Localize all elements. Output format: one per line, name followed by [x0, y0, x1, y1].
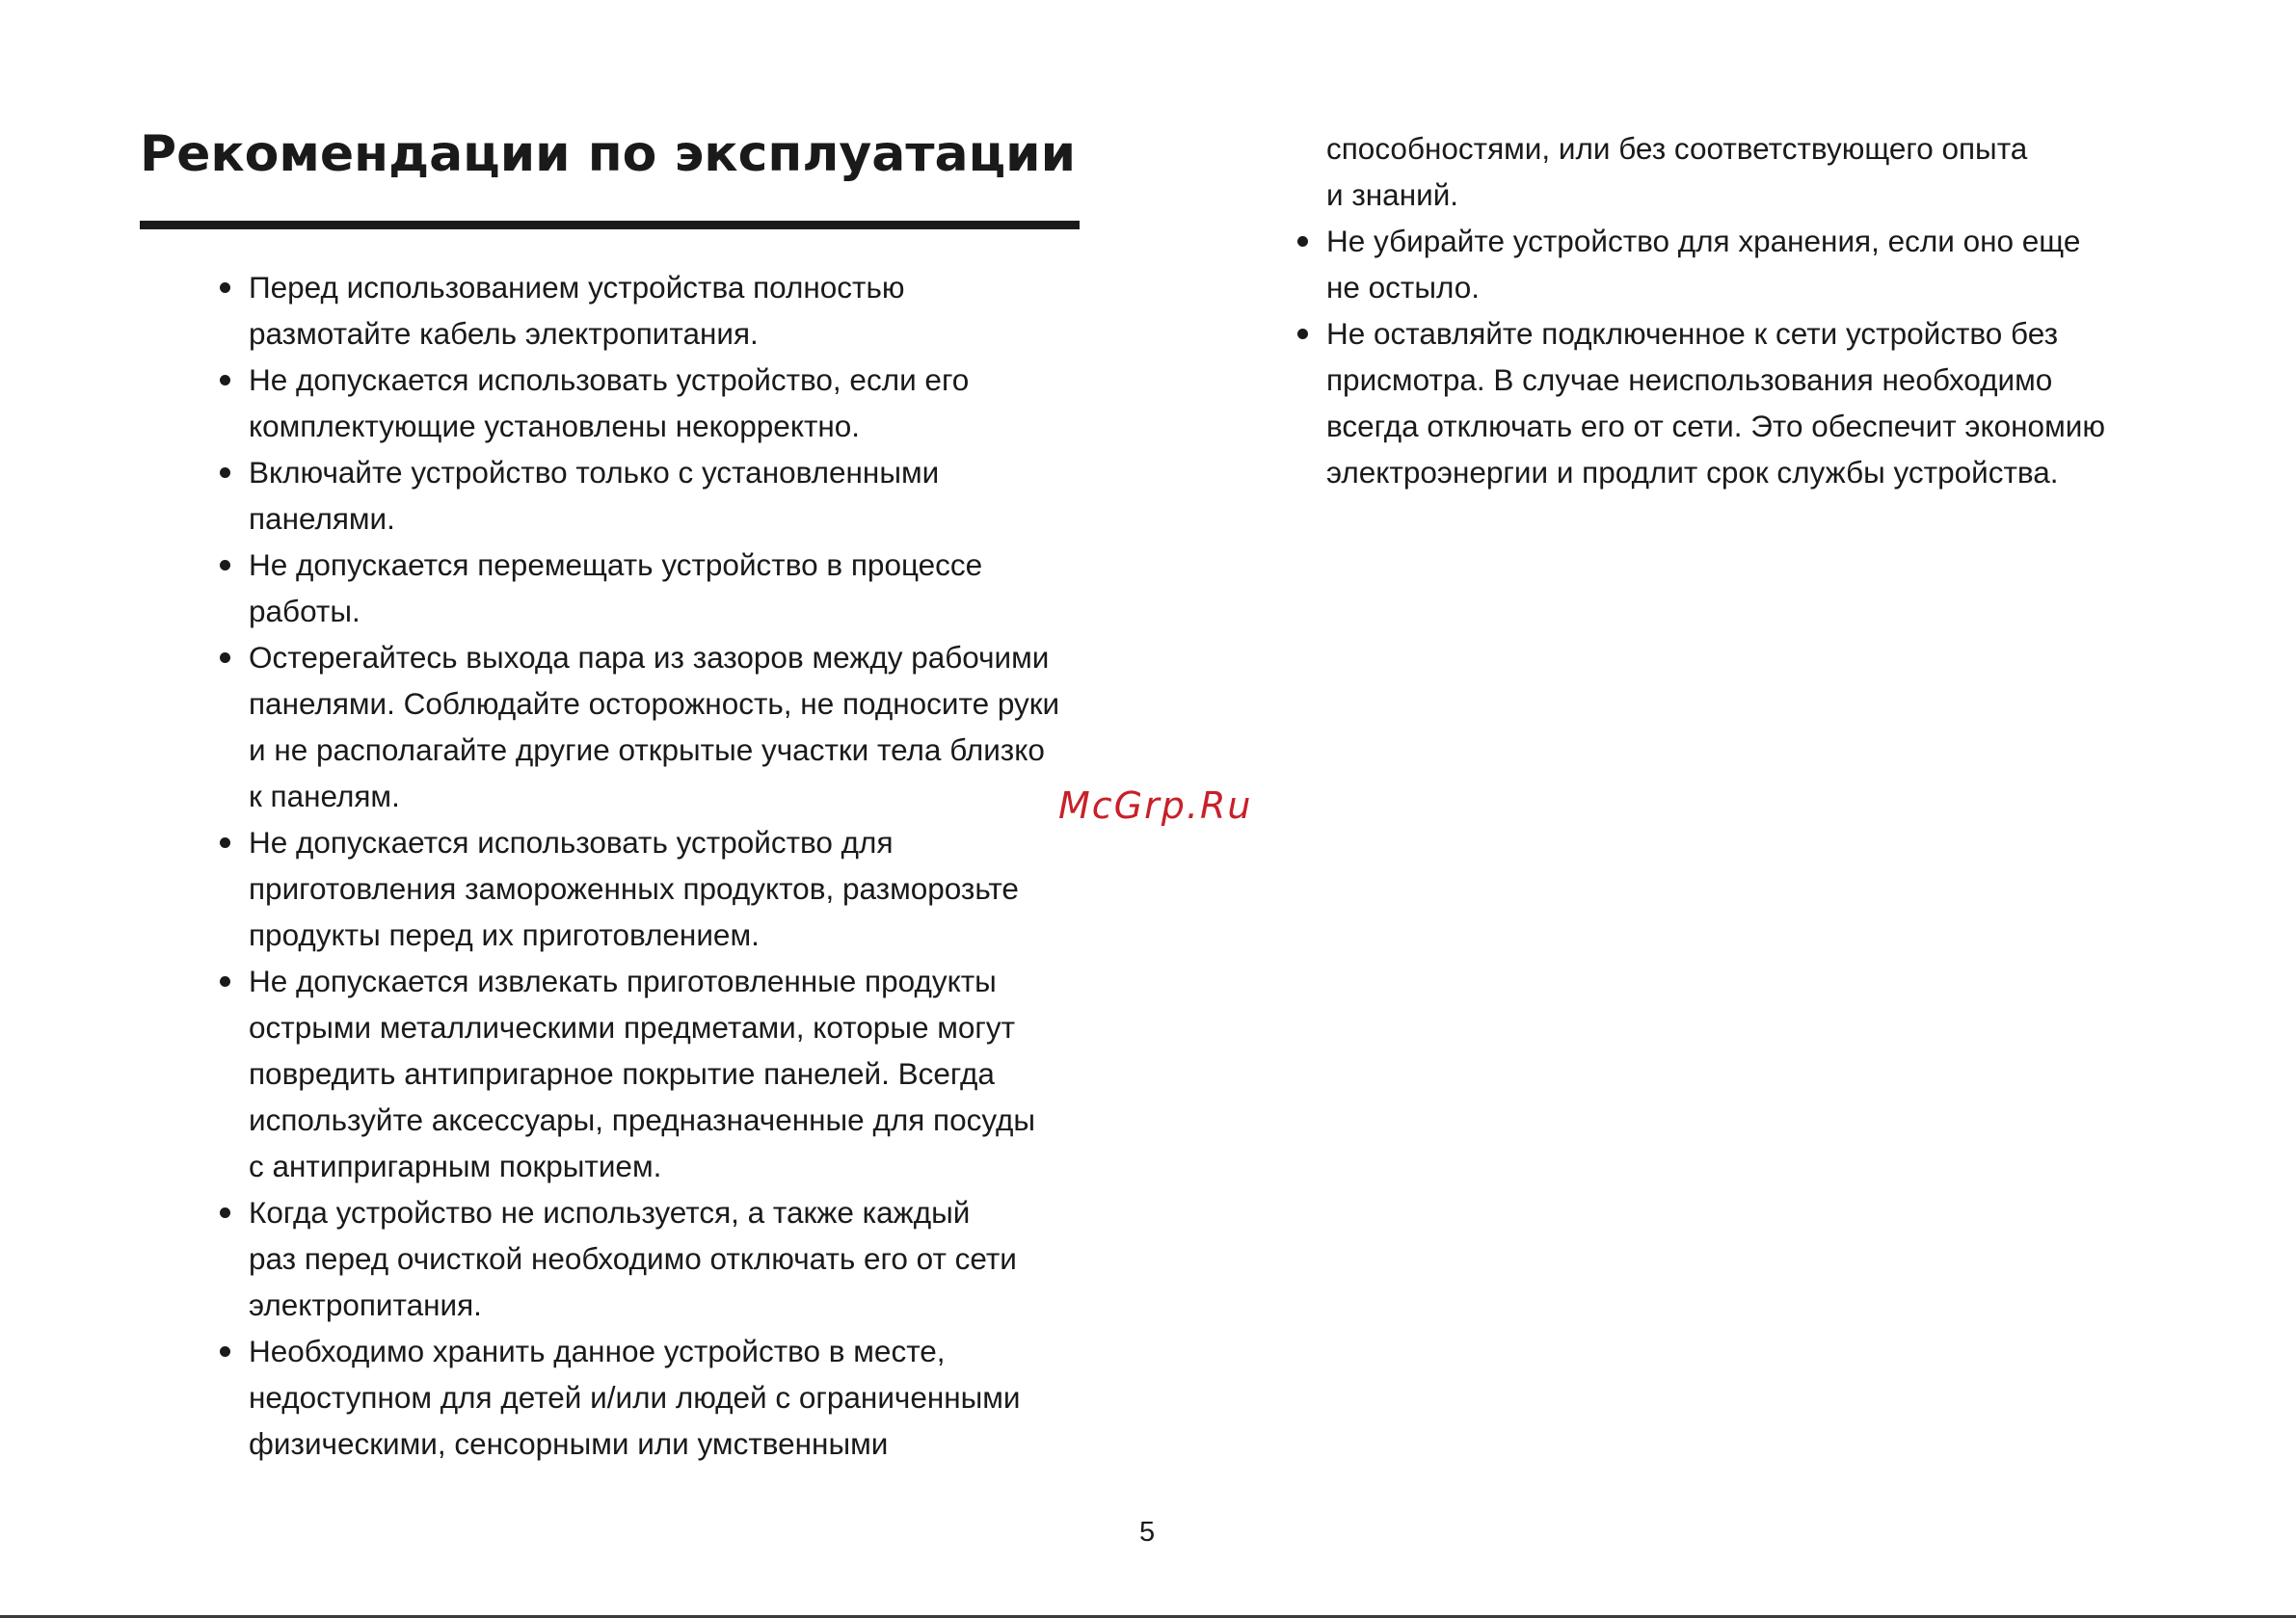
list-item — [1326, 218, 2175, 310]
list-item-line: Не оставляйте подключенное к сети устройство без — [1326, 316, 2059, 351]
bullet-dot — [1297, 236, 1308, 247]
list-item-line: электропитания. — [249, 1287, 482, 1322]
list-item-line: Не убирайте устройство для хранения, если оно еще — [1326, 224, 2081, 258]
list-item-line: всегда отключать его от сети. Это обеспечит экономию — [1326, 409, 2105, 443]
list-item-line: работы. — [249, 594, 360, 628]
bullet-dot — [220, 976, 230, 987]
right-column-list — [1326, 125, 2175, 495]
list-item-line: недоступном для детей и/или людей с ограниченными — [249, 1380, 1021, 1415]
list-item-line: к панелям. — [249, 779, 400, 813]
list-item-line: с антипригарным покрытием. — [249, 1149, 662, 1183]
list-item-line: присмотра. В случае неиспользования необходимо — [1326, 362, 2053, 397]
list-item-line: Когда устройство не используется, а также каждый — [249, 1195, 971, 1230]
list-item-line: Не допускается использовать устройство для — [249, 825, 894, 860]
bullet-dot — [220, 1346, 230, 1357]
list-item-line: используйте аксессуары, предназначенные для посуды — [249, 1102, 1036, 1137]
list-item-line: панелями. Соблюдайте осторожность, не подносите руки — [249, 686, 1060, 721]
bullet-dot — [220, 1207, 230, 1218]
list-item-line: Не допускается извлекать приготовленные продукты — [249, 964, 997, 998]
bullet-dot — [220, 467, 230, 478]
bullet-dot — [220, 560, 230, 570]
list-item-line: и знаний. — [1326, 177, 1459, 212]
list-item-line: Перед использованием устройства полностью — [249, 270, 905, 305]
bullet-dot — [220, 837, 230, 848]
bullet-dot — [220, 375, 230, 385]
list-item-line: раз перед очисткой необходимо отключать его от сети — [249, 1241, 1017, 1276]
page-title: Рекомендации по эксплуатации — [140, 125, 1077, 183]
list-item — [249, 542, 1097, 634]
list-item-line: электроэнергии и продлит срок службы устройства. — [1326, 455, 2059, 490]
list-item-line: Включайте устройство только с установленными — [249, 455, 940, 490]
list-item — [249, 357, 1097, 449]
list-item-line: не остыло. — [1326, 270, 1481, 305]
list-item-line: размотайте кабель электропитания. — [249, 316, 759, 351]
list-item-line: продукты перед их приготовлением. — [249, 917, 760, 952]
title-underline — [140, 221, 1080, 229]
list-item-line: и не располагайте другие открытые участки тела близко — [249, 732, 1045, 767]
list-item — [249, 634, 1097, 819]
list-item — [249, 1328, 1097, 1467]
page-number: 5 — [1139, 1517, 1156, 1548]
list-item-line: физическими, сенсорными или умственными — [249, 1426, 889, 1461]
list-item-line: острыми металлическими предметами, которые могут — [249, 1010, 1016, 1045]
list-item-line: способностями, или без соответствующего опыта — [1326, 131, 2028, 166]
list-item — [249, 958, 1097, 1189]
list-item-line: повредить антипригарное покрытие панелей. Всегда — [249, 1056, 995, 1091]
list-item — [249, 449, 1097, 542]
bullet-dot — [220, 652, 230, 663]
left-column-list — [249, 264, 1097, 1467]
list-item-line: комплектующие установлены некорректно. — [249, 409, 861, 443]
list-item-continuation — [1326, 125, 2175, 218]
list-item — [249, 1189, 1097, 1328]
list-item-line: панелями. — [249, 501, 395, 536]
bullet-dot — [220, 282, 230, 293]
list-item — [249, 264, 1097, 357]
list-item-line: Необходимо хранить данное устройство в месте, — [249, 1334, 946, 1368]
bullet-dot — [1297, 329, 1308, 339]
list-item-line: Не допускается перемещать устройство в процессе — [249, 547, 983, 582]
list-item-line: Остерегайтесь выхода пара из зазоров между рабочими — [249, 640, 1050, 675]
list-item-line: Не допускается использовать устройство, если его — [249, 362, 970, 397]
list-item — [1326, 310, 2175, 495]
list-item-line: приготовления замороженных продуктов, разморозьте — [249, 871, 1019, 906]
watermark: McGrp.Ru — [1058, 784, 1253, 827]
list-item — [249, 819, 1097, 958]
